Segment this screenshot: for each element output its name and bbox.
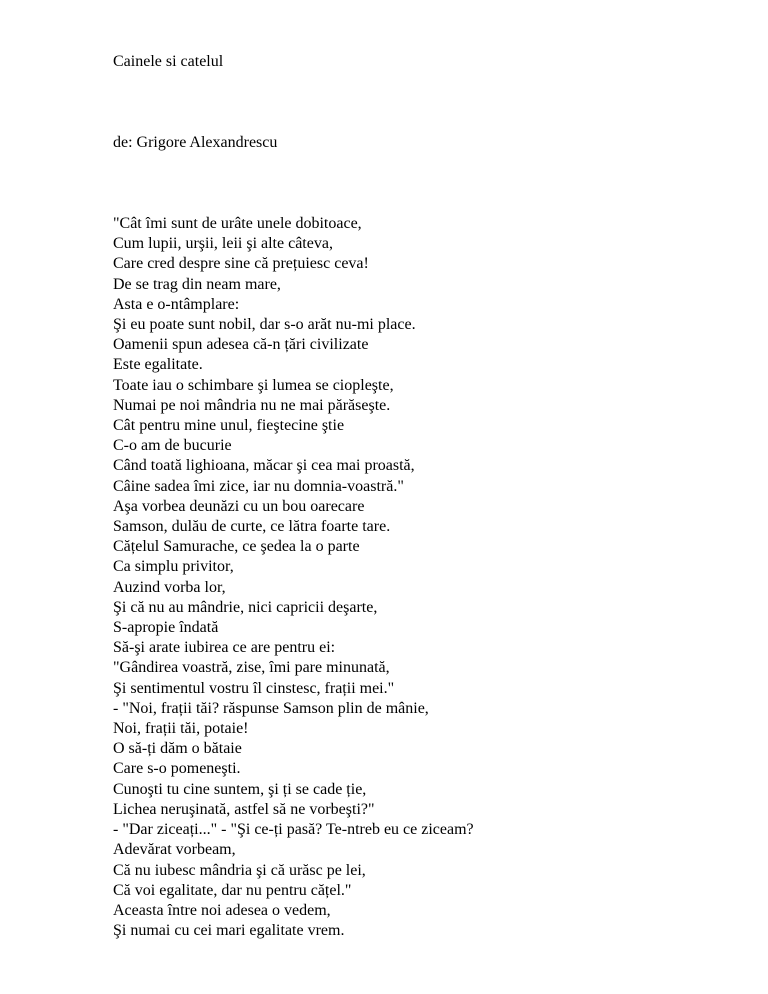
- poem-line: "Cât îmi sunt de urâte unele dobitoace,: [113, 215, 362, 232]
- poem-line: Că voi egalitate, dar nu pentru cățel.": [113, 881, 352, 899]
- poem-line: Este egalitate.: [113, 356, 203, 374]
- poem-line: Ca simplu privitor,: [113, 558, 234, 576]
- poem-line: Numai pe noi mândria nu ne mai părăseşte.: [113, 396, 391, 414]
- poem-line: - "Noi, frații tăi? răspunse Samson plin de mânie,: [113, 699, 429, 717]
- poem-line: Lichea neruşinată, astfel să ne vorbeşti?": [113, 800, 375, 818]
- poem-line: Cunoşti tu cine suntem, şi ți se cade ție,: [113, 780, 367, 798]
- poem-line: O să-ți dăm o bătaie: [113, 740, 242, 758]
- poem-line: Când toată lighioana, măcar şi cea mai proastă,: [113, 457, 415, 475]
- poem-line: - "Dar ziceați..." - "Şi ce-ți pasă? Te-ntreb eu ce ziceam?: [113, 821, 474, 839]
- poem-line: Şi eu poate sunt nobil, dar s-o arăt nu-mi place.: [113, 316, 416, 334]
- poem-line: De se trag din neam mare,: [113, 275, 281, 293]
- poem-line: C-o am de bucurie: [113, 437, 232, 455]
- poem-line: Şi numai cu cei mari egalitate vrem.: [113, 922, 345, 940]
- poem-line: Noi, frații tăi, potaie!: [113, 720, 249, 738]
- poem-line: Să-şi arate iubirea ce are pentru ei:: [113, 639, 336, 657]
- poem-line: Care cred despre sine că prețuiesc ceva!: [113, 255, 369, 273]
- poem-line: Şi că nu au mândrie, nici capricii deşarte,: [113, 598, 378, 616]
- poem-line: Cum lupii, urşii, leii şi alte câteva,: [113, 235, 333, 253]
- document-text: [113, 12, 474, 982]
- poem-line: "Gândirea voastră, zise, îmi pare minunată,: [113, 659, 390, 677]
- poem-line: Aşa vorbea deunăzi cu un bou oarecare: [113, 497, 365, 515]
- poem-line: Şi sentimentul vostru îl cinstesc, frații mei.": [113, 679, 395, 697]
- poem-line: Toate iau o schimbare şi lumea se ciopleşte,: [113, 376, 394, 394]
- document-author: de: Grigore Alexandrescu: [113, 134, 278, 152]
- poem-line: Asta e o-ntâmplare:: [113, 295, 240, 313]
- poem-line: Samson, dulău de curte, ce lătra foarte tare.: [113, 518, 391, 536]
- poem-line: Aceasta între noi adesea o vedem,: [113, 901, 331, 919]
- poem-line: Cât pentru mine unul, fieştecine ştie: [113, 417, 345, 435]
- poem-line: Auzind vorba lor,: [113, 578, 226, 596]
- poem-line: Că nu iubesc mândria şi că urăsc pe lei,: [113, 861, 366, 879]
- poem-line: Câine sadea îmi zice, iar nu domnia-voastră.": [113, 477, 404, 495]
- poem-line: Cățelul Samurache, ce şedea la o parte: [113, 538, 360, 556]
- poem-line: Adevărat vorbeam,: [113, 841, 236, 859]
- poem-line: S-apropie îndată: [113, 619, 219, 637]
- poem-line: Care s-o pomeneşti.: [113, 760, 241, 778]
- document-title: Cainele si catelul: [113, 53, 224, 71]
- poem-body: [113, 214, 474, 941]
- poem-line: Oamenii spun adesea că-n țări civilizate: [113, 336, 369, 354]
